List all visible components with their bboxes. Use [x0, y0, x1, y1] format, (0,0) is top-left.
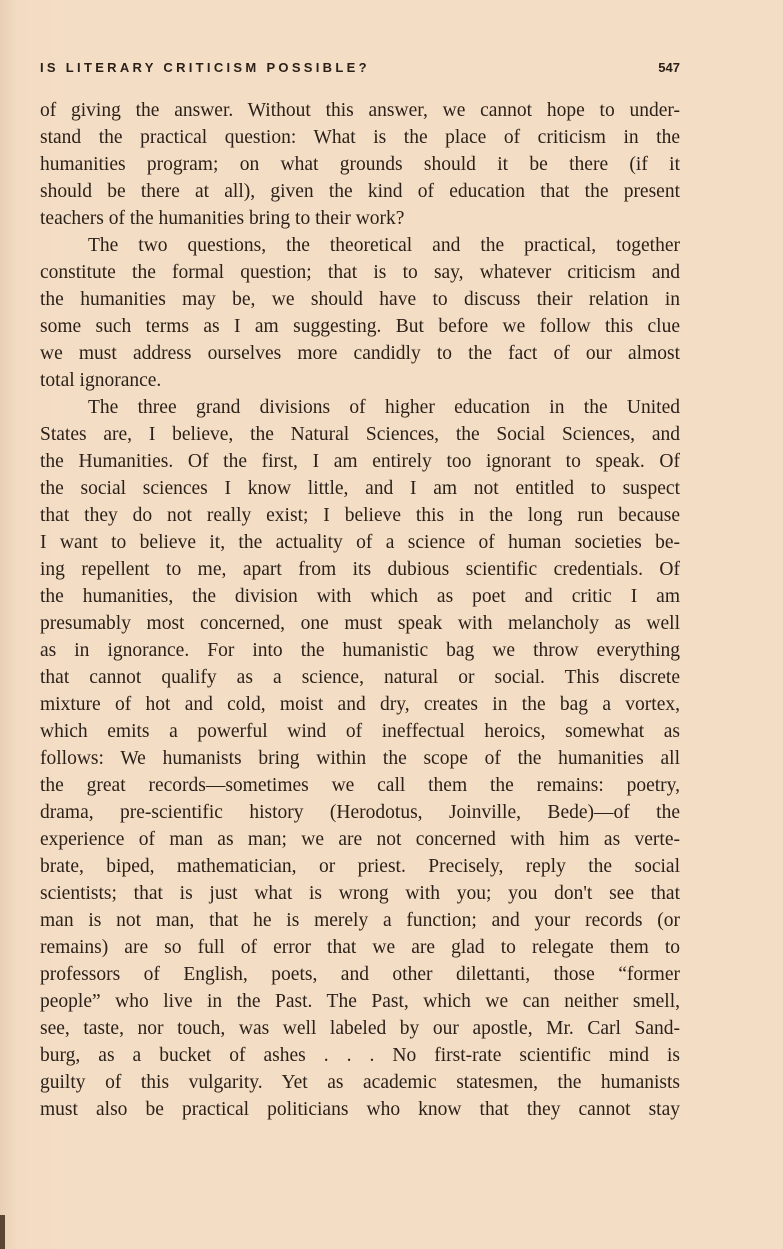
text-line: that cannot qualify as a science, natural or social. This discrete [40, 667, 680, 688]
text-line: people” who live in the Past. The Past, which we can neither smell, [40, 991, 680, 1012]
text-line: see, taste, nor touch, was well labeled by our apostle, Mr. Carl Sand- [40, 1018, 680, 1039]
page-number: 547 [658, 60, 680, 75]
body-text [40, 97, 680, 1123]
text-line: humanities program; on what grounds should it be there (if it [40, 154, 680, 175]
text-line: total ignorance. [40, 370, 162, 391]
text-line: some such terms as I am suggesting. But before we follow this clue [40, 316, 680, 337]
text-line: of giving the answer. Without this answer, we cannot hope to under- [40, 100, 680, 121]
text-line: follows: We humanists bring within the scope of the humanities all [40, 748, 680, 769]
text-line: the Humanities. Of the first, I am entirely too ignorant to speak. Of [40, 451, 680, 472]
text-line: the humanities, the division with which as poet and critic I am [40, 586, 680, 607]
text-line: which emits a powerful wind of ineffectual heroics, somewhat as [40, 721, 680, 742]
binding-edge-mark [0, 1215, 5, 1249]
running-head [40, 60, 680, 82]
text-line: drama, pre-scientific history (Herodotus, Joinville, Bede)—of the [40, 802, 680, 823]
text-line: man is not man, that he is merely a function; and your records (or [40, 910, 680, 931]
text-line: the great records—sometimes we call them the remains: poetry, [40, 775, 680, 796]
text-line: The three grand divisions of higher education in the United [88, 397, 680, 418]
text-line: States are, I believe, the Natural Sciences, the Social Sciences, and [40, 424, 680, 445]
text-line: experience of man as man; we are not concerned with him as verte- [40, 829, 680, 850]
text-line: constitute the formal question; that is to say, whatever criticism and [40, 262, 680, 283]
text-line: I want to believe it, the actuality of a science of human societies be- [40, 532, 680, 553]
text-line: the humanities may be, we should have to discuss their relation in [40, 289, 680, 310]
text-line: burg, as a bucket of ashes . . . No first-rate scientific mind is [40, 1045, 680, 1066]
text-line: teachers of the humanities bring to their work? [40, 208, 405, 229]
text-line: should be there at all), given the kind of education that the present [40, 181, 680, 202]
text-line: mixture of hot and cold, moist and dry, creates in the bag a vortex, [40, 694, 680, 715]
text-line: stand the practical question: What is the place of criticism in the [40, 127, 680, 148]
running-title: IS LITERARY CRITICISM POSSIBLE? [40, 60, 370, 75]
text-line: guilty of this vulgarity. Yet as academic statesmen, the humanists [40, 1072, 680, 1093]
text-line: must also be practical politicians who know that they cannot stay [40, 1099, 680, 1120]
text-line: we must address ourselves more candidly to the fact of our almost [40, 343, 680, 364]
text-line: professors of English, poets, and other dilettanti, those “former [40, 964, 680, 985]
text-line: as in ignorance. For into the humanistic bag we throw everything [40, 640, 680, 661]
text-line: presumably most concerned, one must speak with melancholy as well [40, 613, 680, 634]
text-line: brate, biped, mathematician, or priest. Precisely, reply the social [40, 856, 680, 877]
text-line: that they do not really exist; I believe this in the long run because [40, 505, 680, 526]
text-line: remains) are so full of error that we are glad to relegate them to [40, 937, 680, 958]
text-line: ing repellent to me, apart from its dubious scientific credentials. Of [40, 559, 680, 580]
text-line: The two questions, the theoretical and the practical, together [88, 235, 680, 256]
text-line: scientists; that is just what is wrong with you; you don't see that [40, 883, 680, 904]
text-line: the social sciences I know little, and I am not entitled to suspect [40, 478, 680, 499]
